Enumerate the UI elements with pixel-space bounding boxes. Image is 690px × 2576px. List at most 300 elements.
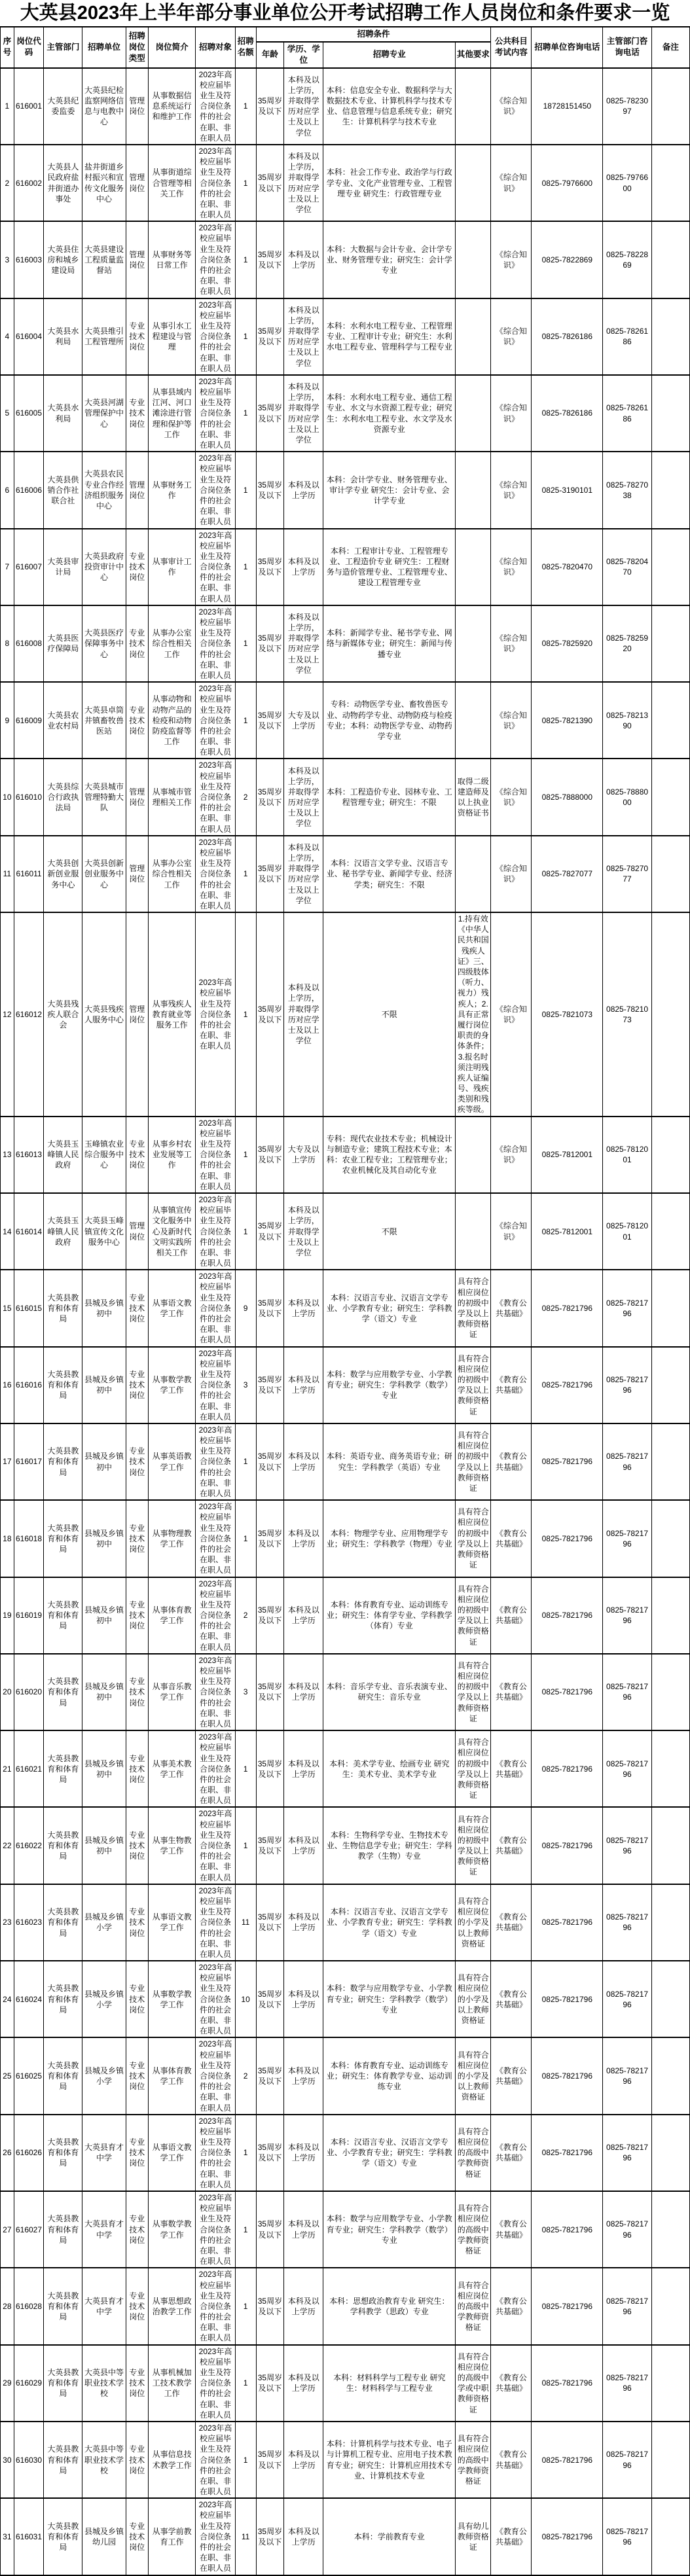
cell-seq: 3 <box>1 221 14 298</box>
cell-post-type: 管理岗位 <box>126 221 148 298</box>
cell-dept: 大英县教育和体育局 <box>44 1961 82 2037</box>
table-row <box>1 1961 690 2037</box>
cell-other: 具有符合相应岗位的高级中学教师资格证 <box>456 2191 491 2268</box>
cell-note <box>651 2191 689 2268</box>
cell-target: 2023年高校应届毕业生及符合岗位条件的社会在职、非在职人员 <box>196 2268 235 2344</box>
cell-major: 本科：工程审计专业、工程管理专业、工程造价专业 研究生：工程财务与造价管理专业、工程管理专业、建设工程管理专业 <box>323 529 456 605</box>
cell-education: 大专及以上学历 <box>284 1117 323 1193</box>
cell-education: 本科及以上学历 <box>284 1577 323 1654</box>
header-exam: 公共科目考试内容 <box>491 27 532 68</box>
cell-dept-phone: 0825-7821390 <box>603 682 652 759</box>
cell-post-type: 专业技术岗位 <box>126 682 148 759</box>
cell-post-intro: 从事语文教学工作 <box>148 2115 196 2191</box>
cell-post-type: 专业技术岗位 <box>126 2037 148 2114</box>
cell-major: 本科：学前教育专业 <box>323 2498 456 2575</box>
cell-seq: 16 <box>1 1347 14 1423</box>
cell-dept: 大英县教育和体育局 <box>44 1730 82 1807</box>
cell-exam: 《教育公共基础》 <box>491 2422 532 2498</box>
cell-post-type: 管理岗位 <box>126 452 148 528</box>
cell-unit-phone: 0825-7821796 <box>532 1347 603 1423</box>
cell-age: 35周岁及以下 <box>256 836 283 912</box>
cell-unit: 大英县育才中学 <box>82 2191 126 2268</box>
cell-dept-phone: 0825-7826186 <box>603 375 652 452</box>
cell-job-code: 616002 <box>14 145 44 221</box>
cell-target: 2023年高校应届毕业生及符合岗位条件的社会在职、非在职人员 <box>196 2037 235 2114</box>
cell-seq: 19 <box>1 1577 14 1654</box>
cell-other: 具有符合相应岗位的初级中学及以上教师资格证 <box>456 1347 491 1423</box>
cell-unit-phone: 0825-7812001 <box>532 1193 603 1270</box>
cell-seq: 26 <box>1 2115 14 2191</box>
cell-quota: 1 <box>235 836 256 912</box>
table-row <box>1 1730 690 1807</box>
cell-dept-phone: 0825-7821796 <box>603 1423 652 1500</box>
cell-age: 35周岁及以下 <box>256 145 283 221</box>
cell-education: 本科及以上学历，并取得学历对应学士及以上学位 <box>284 145 323 221</box>
cell-seq: 30 <box>1 2422 14 2498</box>
cell-job-code: 616028 <box>14 2268 44 2344</box>
cell-note <box>651 1193 689 1270</box>
table-row <box>1 2268 690 2344</box>
cell-unit-phone: 0825-7821390 <box>532 682 603 759</box>
cell-seq: 23 <box>1 1884 14 1961</box>
cell-major: 本科：计算机科学与技术专业、电子与计算机工程专业、应用电子技术教育专业；研究生：计算机应用技术专业、计算机技术专业 <box>323 2422 456 2498</box>
cell-unit: 大英县城市管理特勤大队 <box>82 759 126 835</box>
cell-target: 2023年高校应届毕业生及符合岗位条件的社会在职、非在职人员 <box>196 1654 235 1730</box>
cell-education: 本科及以上学历，并取得学历对应学士及以上学位 <box>284 605 323 682</box>
cell-age: 35周岁及以下 <box>256 1423 283 1500</box>
cell-dept: 大英县残疾人联合会 <box>44 912 82 1117</box>
cell-dept-phone: 0825-7823097 <box>603 68 652 145</box>
cell-post-type: 专业技术岗位 <box>126 2268 148 2344</box>
header-post-type: 招聘岗位类型 <box>126 27 148 68</box>
cell-exam: 《教育公共基础》 <box>491 1577 532 1654</box>
cell-major: 本科：思想政治教育专业 研究生：学科教学（思政）专业 <box>323 2268 456 2344</box>
cell-note <box>651 2498 689 2575</box>
cell-major: 本科：汉语言文学专业、汉语言专业、秘书学专业、新闻学专业、经济学类；研究生：不限 <box>323 836 456 912</box>
table-row <box>1 2498 690 2575</box>
cell-unit-phone: 0825-7812001 <box>532 1117 603 1193</box>
cell-seq: 29 <box>1 2345 14 2422</box>
cell-post-type: 专业技术岗位 <box>126 1577 148 1654</box>
cell-dept-phone: 0825-7821073 <box>603 912 652 1117</box>
cell-post-intro: 从事残疾人教育就业等服务工作 <box>148 912 196 1117</box>
cell-dept: 大英县教育和体育局 <box>44 1807 82 1884</box>
cell-target: 2023年高校应届毕业生及符合岗位条件的社会在职、非在职人员 <box>196 529 235 605</box>
cell-other <box>456 375 491 452</box>
cell-post-type: 管理岗位 <box>126 145 148 221</box>
cell-major: 本科：大数据与会计专业、会计学专业、财务管理专业；研究生：会计学专业 <box>323 221 456 298</box>
cell-other <box>456 1193 491 1270</box>
cell-education: 本科及以上学历，并取得学历对应学士及以上学位 <box>284 68 323 145</box>
cell-exam: 《综合知识》 <box>491 1193 532 1270</box>
cell-unit: 大英县育才中学 <box>82 2115 126 2191</box>
table-row <box>1 2037 690 2114</box>
cell-education: 本科及以上学历，并取得学历对应学士及以上学位 <box>284 298 323 375</box>
cell-other: 具有符合相应岗位的高级中学或中职教师资格证 <box>456 2345 491 2422</box>
cell-post-intro: 从事街道综合管理等相关工作 <box>148 145 196 221</box>
cell-job-code: 616016 <box>14 1347 44 1423</box>
cell-note <box>651 145 689 221</box>
cell-major: 本科：水利水电工程专业、通信工程专业、水文与水资源工程专业；研究生：水利水电工程专业、水文学及水资源专业 <box>323 375 456 452</box>
table-row <box>1 759 690 835</box>
cell-exam: 《综合知识》 <box>491 452 532 528</box>
cell-dept: 大英县人民政府盐井街道办事处 <box>44 145 82 221</box>
cell-unit-phone: 0825-7821796 <box>532 1423 603 1500</box>
cell-other: 具有符合相应岗位的高级中学教师资格证 <box>456 2422 491 2498</box>
table-row <box>1 1193 690 1270</box>
cell-quota: 1 <box>235 1117 256 1193</box>
cell-dept: 大英县教育和体育局 <box>44 2037 82 2114</box>
cell-seq: 6 <box>1 452 14 528</box>
cell-unit: 大英县中等职业技术学校 <box>82 2422 126 2498</box>
cell-major: 本科：材料科学与工程专业 研究生：材料科学与工程专业 <box>323 2345 456 2422</box>
cell-dept-phone: 0825-7821796 <box>603 2498 652 2575</box>
header-other: 其他要求 <box>456 42 491 68</box>
cell-major: 本科：会计学专业、财务管理专业、审计学专业 研究生：会计专业、会计学专业 <box>323 452 456 528</box>
cell-seq: 24 <box>1 1961 14 2037</box>
cell-note <box>651 912 689 1117</box>
cell-age: 35周岁及以下 <box>256 2268 283 2344</box>
header-row-1 <box>1 27 690 42</box>
cell-post-type: 专业技术岗位 <box>126 375 148 452</box>
cell-post-intro: 从事学前教育工作 <box>148 2498 196 2575</box>
header-job-code: 岗位代码 <box>14 27 44 68</box>
cell-other: 具有符合相应岗位的初级中学及以上教师资格证 <box>456 1500 491 1577</box>
cell-unit-phone: 0825-7821796 <box>532 2037 603 2114</box>
cell-unit: 县城及乡镇初中 <box>82 1654 126 1730</box>
header-education: 学历、学位 <box>284 42 323 68</box>
cell-education: 本科及以上学历，并取得学士及以上学位 <box>284 1193 323 1270</box>
header-unit: 招聘单位 <box>82 27 126 68</box>
cell-education: 本科及以上学历 <box>284 2268 323 2344</box>
cell-education: 本科及以上学历 <box>284 1884 323 1961</box>
cell-dept-phone: 0825-7821796 <box>603 2345 652 2422</box>
cell-major: 本科：体育教育专业、运动训练专业；研究生：体育学专业、学科教学（体育）专业 <box>323 1577 456 1654</box>
cell-education: 本科及以上学历 <box>284 1654 323 1730</box>
cell-age: 35周岁及以下 <box>256 221 283 298</box>
cell-exam: 《综合知识》 <box>491 836 532 912</box>
cell-dept-phone: 0825-7812001 <box>603 1193 652 1270</box>
cell-major: 本科：生物科学专业、生物技术专业、生物信息学专业；研究生：学科教学（生物）专业 <box>323 1807 456 1884</box>
cell-job-code: 616015 <box>14 1270 44 1346</box>
cell-exam: 《综合知识》 <box>491 298 532 375</box>
cell-post-intro: 从事物理教学工作 <box>148 1500 196 1577</box>
cell-exam: 《教育公共基础》 <box>491 2345 532 2422</box>
cell-note <box>651 1500 689 1577</box>
cell-major: 本科：汉语言专业、汉语言文学专业、小学教育专业；研究生：学科教学（语文）专业 <box>323 1884 456 1961</box>
cell-post-intro: 从事体育教学工作 <box>148 1577 196 1654</box>
cell-post-type: 专业技术岗位 <box>126 1347 148 1423</box>
cell-unit: 县城及乡镇幼儿园 <box>82 2498 126 2575</box>
cell-seq: 27 <box>1 2191 14 2268</box>
header-conditions-group: 招聘条件 <box>256 27 491 42</box>
cell-quota: 2 <box>235 2037 256 2114</box>
cell-dept-phone: 0825-7827077 <box>603 836 652 912</box>
cell-education: 本科及以上学历，并取得学历对应学士及以上学位 <box>284 759 323 835</box>
cell-dept-phone: 0825-7821796 <box>603 2268 652 2344</box>
cell-post-intro: 从事音乐教学工作 <box>148 1654 196 1730</box>
cell-post-type: 管理岗位 <box>126 836 148 912</box>
cell-job-code: 616025 <box>14 2037 44 2114</box>
cell-age: 35周岁及以下 <box>256 2115 283 2191</box>
cell-job-code: 616006 <box>14 452 44 528</box>
cell-quota: 1 <box>235 68 256 145</box>
header-quota: 招聘名额 <box>235 27 256 68</box>
cell-exam: 《教育公共基础》 <box>491 2191 532 2268</box>
cell-other <box>456 529 491 605</box>
cell-unit-phone: 0825-3190101 <box>532 452 603 528</box>
cell-exam: 《综合知识》 <box>491 682 532 759</box>
cell-quota: 11 <box>235 2498 256 2575</box>
cell-dept: 大英县教育和体育局 <box>44 1423 82 1500</box>
cell-dept: 大英县农业农村局 <box>44 682 82 759</box>
cell-unit: 大英县建设工程质量监督站 <box>82 221 126 298</box>
cell-seq: 11 <box>1 836 14 912</box>
table-row <box>1 145 690 221</box>
cell-education: 本科及以上学历 <box>284 2345 323 2422</box>
cell-unit: 大英县玉峰镇宣传文化服务中心 <box>82 1193 126 1270</box>
cell-major: 本科：汉语言专业、汉语言文学专业、小学教育专业；研究生：学科教学（语文）专业 <box>323 1270 456 1346</box>
cell-dept: 大英县水利局 <box>44 298 82 375</box>
cell-quota: 9 <box>235 1270 256 1346</box>
table-row <box>1 1347 690 1423</box>
cell-other: 具有符合相应岗位的初级中学及以上教师资格证 <box>456 1654 491 1730</box>
cell-target: 2023年高校应届毕业生及符合岗位条件的社会在职、非在职人员 <box>196 605 235 682</box>
cell-age: 35周岁及以下 <box>256 298 283 375</box>
cell-job-code: 616008 <box>14 605 44 682</box>
cell-post-type: 专业技术岗位 <box>126 1423 148 1500</box>
cell-major: 本科：新闻学专业、秘书学专业、网络与新媒体专业；研究生：新闻与传播专业 <box>323 605 456 682</box>
cell-post-type: 专业技术岗位 <box>126 1117 148 1193</box>
cell-unit-phone: 0825-7821796 <box>532 2498 603 2575</box>
cell-quota: 3 <box>235 1654 256 1730</box>
cell-note <box>651 1270 689 1346</box>
cell-age: 35周岁及以下 <box>256 2345 283 2422</box>
cell-unit: 大英县医疗保障事务中心 <box>82 605 126 682</box>
table-header <box>1 27 690 68</box>
cell-post-type: 专业技术岗位 <box>126 2498 148 2575</box>
cell-note <box>651 68 689 145</box>
cell-post-intro: 从事审计工作 <box>148 529 196 605</box>
cell-seq: 1 <box>1 68 14 145</box>
cell-target: 2023年高校应届毕业生及符合岗位条件的社会在职、非在职人员 <box>196 1807 235 1884</box>
cell-target: 2023年高校应届毕业生及符合岗位条件的社会在职、非在职人员 <box>196 145 235 221</box>
cell-exam: 《教育公共基础》 <box>491 1730 532 1807</box>
cell-note <box>651 452 689 528</box>
cell-exam: 《教育公共基础》 <box>491 1961 532 2037</box>
cell-job-code: 616024 <box>14 1961 44 2037</box>
cell-education: 本科及以上学历 <box>284 1347 323 1423</box>
cell-quota: 2 <box>235 1577 256 1654</box>
cell-post-type: 专业技术岗位 <box>126 298 148 375</box>
cell-other: 具有符合相应岗位的初级中学及以上教师资格证 <box>456 1270 491 1346</box>
cell-quota: 3 <box>235 1347 256 1423</box>
cell-major: 本科：英语专业、商务英语专业；研究生：学科教学（英语）专业 <box>323 1423 456 1500</box>
cell-dept: 大英县教育和体育局 <box>44 2345 82 2422</box>
cell-dept-phone: 0825-7821796 <box>603 1500 652 1577</box>
header-note: 备注 <box>651 27 689 68</box>
cell-seq: 10 <box>1 759 14 835</box>
cell-dept: 大英县教育和体育局 <box>44 2268 82 2344</box>
table-row <box>1 1577 690 1654</box>
cell-unit-phone: 0825-7827077 <box>532 836 603 912</box>
cell-quota: 10 <box>235 1961 256 2037</box>
table-row <box>1 2422 690 2498</box>
cell-other: 具有符合相应岗位的初级中学及以上教师资格证 <box>456 1577 491 1654</box>
cell-unit: 县城及乡镇小学 <box>82 2037 126 2114</box>
cell-unit: 玉峰镇农业综合服务中心 <box>82 1117 126 1193</box>
cell-job-code: 616018 <box>14 1500 44 1577</box>
cell-other <box>456 298 491 375</box>
cell-post-intro: 从事生物教学工作 <box>148 1807 196 1884</box>
table-row <box>1 2345 690 2422</box>
cell-quota: 1 <box>235 2191 256 2268</box>
cell-dept-phone: 0825-7821796 <box>603 1347 652 1423</box>
cell-other: 具有符合相应岗位的初级中学及以上教师资格证 <box>456 1423 491 1500</box>
cell-dept-phone: 0825-7821796 <box>603 1884 652 1961</box>
cell-unit: 县城及乡镇初中 <box>82 1347 126 1423</box>
table-row <box>1 2191 690 2268</box>
cell-major: 本科：水利水电工程专业、工程管理专业、工程审计专业；研究生：水利水电工程专业、管理科学与工程专业 <box>323 298 456 375</box>
cell-major: 本科：美术学专业、绘画专业 研究生：美术专业、美术学专业 <box>323 1730 456 1807</box>
cell-exam: 《教育公共基础》 <box>491 2037 532 2114</box>
cell-post-intro: 从事机械加工技术教学工作 <box>148 2345 196 2422</box>
cell-dept-phone: 0825-7827038 <box>603 452 652 528</box>
cell-target: 2023年高校应届毕业生及符合岗位条件的社会在职、非在职人员 <box>196 1117 235 1193</box>
cell-target: 2023年高校应届毕业生及符合岗位条件的社会在职、非在职人员 <box>196 1423 235 1500</box>
cell-dept: 大英县教育和体育局 <box>44 1270 82 1346</box>
cell-post-type: 专业技术岗位 <box>126 1961 148 2037</box>
cell-post-intro: 从事数学教学工作 <box>148 1347 196 1423</box>
cell-post-intro: 从事办公室综合性相关工作 <box>148 836 196 912</box>
cell-note <box>651 2268 689 2344</box>
cell-quota: 1 <box>235 529 256 605</box>
cell-major: 本科：汉语言专业、汉语言文学专业、小学教育专业；研究生：学科教学（语文）专业 <box>323 2115 456 2191</box>
cell-age: 35周岁及以下 <box>256 682 283 759</box>
table-row <box>1 912 690 1117</box>
cell-other <box>456 145 491 221</box>
cell-exam: 《教育公共基础》 <box>491 1270 532 1346</box>
header-dept-phone: 主管部门咨询电话 <box>603 27 652 68</box>
cell-major: 本科：音乐学专业、音乐表演专业、研究生：音乐专业 <box>323 1654 456 1730</box>
table-row <box>1 452 690 528</box>
cell-seq: 4 <box>1 298 14 375</box>
cell-dept: 大英县教育和体育局 <box>44 2498 82 2575</box>
cell-education: 本科及以上学历 <box>284 2115 323 2191</box>
cell-target: 2023年高校应届毕业生及符合岗位条件的社会在职、非在职人员 <box>196 1347 235 1423</box>
cell-education: 本科及以上学历 <box>284 221 323 298</box>
cell-age: 35周岁及以下 <box>256 1577 283 1654</box>
cell-age: 35周岁及以下 <box>256 1270 283 1346</box>
cell-dept-phone: 0825-7821796 <box>603 2422 652 2498</box>
cell-target: 2023年高校应届毕业生及符合岗位条件的社会在职、非在职人员 <box>196 2498 235 2575</box>
cell-post-intro: 从事体育教学工作 <box>148 2037 196 2114</box>
cell-major: 本科：体育教育专业、运动训练专业；研究生：体育教学专业、运动训练专业 <box>323 2037 456 2114</box>
cell-unit: 县城及乡镇小学 <box>82 1884 126 1961</box>
cell-unit: 大英县残疾人服务中心 <box>82 912 126 1117</box>
cell-unit: 大英县中等职业技术学校 <box>82 2345 126 2422</box>
cell-quota: 2 <box>235 759 256 835</box>
header-dept: 主管部门 <box>44 27 82 68</box>
cell-post-intro: 从事镇宣传文化服务中心及新时代文明实践所相关工作 <box>148 1193 196 1270</box>
cell-major: 本科：信息安全专业、数据科学与大数据技术专业、计算机科学与技术专业、信息管理与信息系统专业；研究生：计算机科学与技术专业 <box>323 68 456 145</box>
cell-education: 本科及以上学历 <box>284 452 323 528</box>
table-row <box>1 1117 690 1193</box>
cell-dept-phone: 0825-7888000 <box>603 759 652 835</box>
cell-exam: 《教育公共基础》 <box>491 1500 532 1577</box>
cell-seq: 5 <box>1 375 14 452</box>
cell-seq: 7 <box>1 529 14 605</box>
cell-quota: 1 <box>235 1423 256 1500</box>
cell-post-intro: 从事美术教学工作 <box>148 1730 196 1807</box>
cell-target: 2023年高校应届毕业生及符合岗位条件的社会在职、非在职人员 <box>196 1961 235 2037</box>
cell-quota: 1 <box>235 452 256 528</box>
cell-other: 具有幼儿教师资格证 <box>456 2498 491 2575</box>
cell-education: 本科及以上学历 <box>284 1500 323 1577</box>
cell-age: 35周岁及以下 <box>256 912 283 1117</box>
header-target: 招聘对象 <box>196 27 235 68</box>
cell-major: 不限 <box>323 912 456 1117</box>
cell-seq: 12 <box>1 912 14 1117</box>
cell-education: 本科及以上学历 <box>284 2498 323 2575</box>
cell-post-type: 管理岗位 <box>126 759 148 835</box>
cell-post-intro: 从事办公室综合性相关工作 <box>148 605 196 682</box>
table-row <box>1 298 690 375</box>
cell-dept: 大英县水利局 <box>44 375 82 452</box>
header-age: 年龄 <box>256 42 283 68</box>
cell-job-code: 616031 <box>14 2498 44 2575</box>
cell-note <box>651 2422 689 2498</box>
cell-post-intro: 从事城市管理相关工作 <box>148 759 196 835</box>
table-row <box>1 2115 690 2191</box>
cell-quota: 1 <box>235 1807 256 1884</box>
cell-dept-phone: 0825-7821796 <box>603 1654 652 1730</box>
cell-dept-phone: 0825-7821796 <box>603 1577 652 1654</box>
cell-exam: 《教育公共基础》 <box>491 1347 532 1423</box>
cell-target: 2023年高校应届毕业生及符合岗位条件的社会在职、非在职人员 <box>196 2422 235 2498</box>
cell-job-code: 616017 <box>14 1423 44 1500</box>
cell-unit-phone: 0825-7821796 <box>532 1654 603 1730</box>
cell-seq: 8 <box>1 605 14 682</box>
cell-education: 大专及以上学历 <box>284 682 323 759</box>
cell-dept: 大英县创新创业服务中心 <box>44 836 82 912</box>
cell-target: 2023年高校应届毕业生及符合岗位条件的社会在职、非在职人员 <box>196 375 235 452</box>
cell-job-code: 616012 <box>14 912 44 1117</box>
table-row <box>1 68 690 145</box>
cell-unit-phone: 0825-7820470 <box>532 529 603 605</box>
cell-quota: 1 <box>235 605 256 682</box>
cell-unit: 大英县农民专业合作经济组织服务中心 <box>82 452 126 528</box>
cell-post-type: 专业技术岗位 <box>126 1884 148 1961</box>
cell-target: 2023年高校应届毕业生及符合岗位条件的社会在职、非在职人员 <box>196 2345 235 2422</box>
cell-dept: 大英县教育和体育局 <box>44 2422 82 2498</box>
cell-other <box>456 452 491 528</box>
cell-job-code: 616001 <box>14 68 44 145</box>
cell-quota: 1 <box>235 2345 256 2422</box>
cell-unit: 县城及乡镇初中 <box>82 1270 126 1346</box>
cell-unit: 大英县卓筒井镇畜牧兽医站 <box>82 682 126 759</box>
cell-exam: 《综合知识》 <box>491 912 532 1117</box>
cell-note <box>651 1961 689 2037</box>
cell-note <box>651 1730 689 1807</box>
cell-unit-phone: 0825-7821796 <box>532 1807 603 1884</box>
cell-education: 本科及以上学历，并取得学历对应学士及以上学位 <box>284 836 323 912</box>
cell-note <box>651 759 689 835</box>
cell-other: 具有符合相应岗位的高级中学教师资格证 <box>456 2115 491 2191</box>
cell-unit-phone: 0825-7821796 <box>532 2345 603 2422</box>
cell-dept-phone: 0825-7821796 <box>603 1807 652 1884</box>
cell-target: 2023年高校应届毕业生及符合岗位条件的社会在职、非在职人员 <box>196 912 235 1117</box>
